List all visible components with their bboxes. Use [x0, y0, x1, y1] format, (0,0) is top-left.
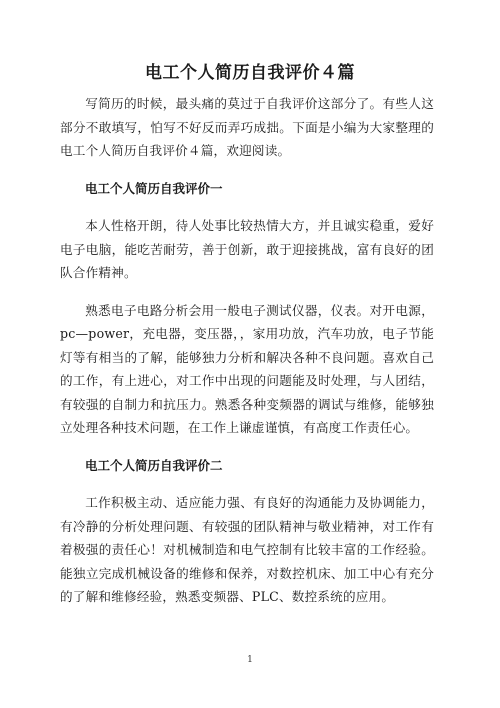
page-number: 1 — [247, 655, 253, 665]
document-title: 电工个人简历自我评价４篇 — [145, 63, 355, 83]
intro-paragraph: 写简历的时候，最头痛的莫过于自我评价这部分了。有些人这部分不敢填写，怕写不好反而弄巧成拙。下面是小编为大家整理的电工个人简历自我评价４篇，欢迎阅读。 — [60, 96, 434, 158]
section-1-paragraph-1: 本人性格开朗，待人处事比较热情大方，并且诚实稳重，爱好电子电脑，能吃苦耐劳，善于创新，敢于迎接挑战，富有良好的团队合作精神。 — [60, 218, 434, 280]
section-heading-1: 电工个人简历自我评价一 — [85, 180, 223, 196]
document-body — [60, 92, 434, 609]
section-1-paragraph-2: 熟悉电子电路分析会用一般电子测试仪器，仪表。对开电源，pc—power，充电器，变压器，，家用功放，汽车功放，电子节能灯等有相当的了解，能够独力分析和解决各种不良问题。喜欢自己的工作，有上进心，对工作中出现的问题能及时处理，与人团结，有较强的自制力和抗压力。熟悉各种变频器的调试与维修，能够独立处理各种技术问题，在工作上谦虚谨慎，有高度工作责任心。 — [60, 302, 434, 435]
section-heading-2: 电工个人简历自我评价二 — [85, 457, 223, 473]
section-2-paragraph-1: 工作积极主动、适应能力强、有良好的沟通能力及协调能力，有冷静的分析处理问题、有较强的团队精神与敬业精神，对工作有着极强的责任心！对机械制造和电气控制有比较丰富的工作经验。能独立完成机械设备的维修和保养，对数控机床、加工中心有充分的了解和维修经验，熟悉变频器、PLC、数控系统的应用。 — [60, 495, 434, 604]
